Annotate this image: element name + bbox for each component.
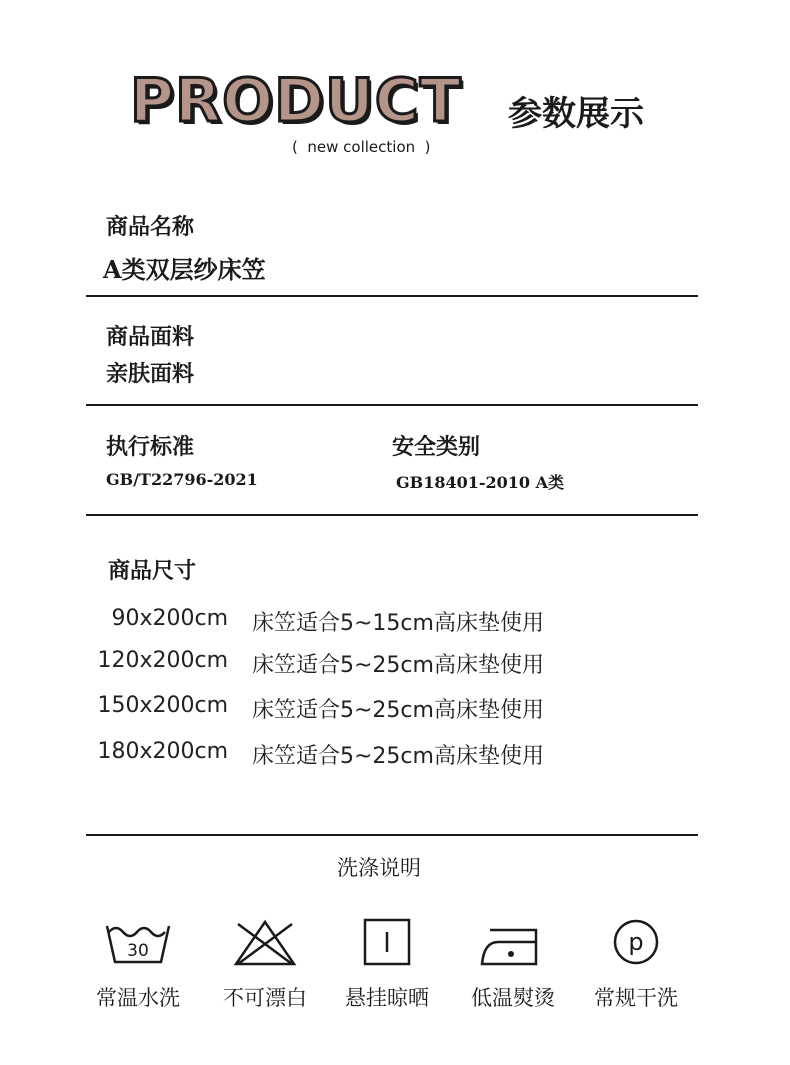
care-item: [205, 918, 325, 1012]
divider: [86, 514, 698, 516]
size-dimension: 180x200cm: [97, 739, 228, 764]
care-title: 洗涤说明: [337, 856, 421, 880]
wash-30-icon: [103, 918, 173, 966]
fabric-value: 亲肤面料: [106, 361, 195, 387]
care-item: [78, 918, 198, 1012]
wash-temperature: 30: [127, 941, 149, 961]
divider: [86, 404, 698, 406]
care-item: [327, 918, 447, 1012]
no-bleach-icon: [230, 918, 300, 966]
divider: [86, 834, 698, 836]
care-item: [453, 918, 573, 1012]
product-name-label: 商品名称: [106, 214, 195, 240]
header-title: 参数展示: [508, 94, 644, 134]
care-label: 悬挂晾晒: [345, 986, 429, 1010]
standard-label: 执行标准: [106, 434, 195, 460]
size-row: [0, 693, 790, 721]
size-dimension: 90x200cm: [111, 606, 228, 631]
low-iron-icon: [478, 918, 548, 966]
subtitle: ( new collection ): [292, 138, 431, 156]
fabric-label: 商品面料: [106, 324, 195, 350]
size-description: 床笠适合5~15cm高床垫使用: [252, 611, 544, 636]
care-label: 不可漂白: [223, 986, 307, 1010]
care-label: 常温水洗: [96, 986, 180, 1010]
size-dimension: 120x200cm: [97, 648, 228, 673]
size-description: 床笠适合5~25cm高床垫使用: [252, 698, 544, 723]
size-description: 床笠适合5~25cm高床垫使用: [252, 744, 544, 769]
sizes-label: 商品尺寸: [108, 558, 197, 584]
size-dimension: 150x200cm: [97, 693, 228, 718]
size-row: [0, 606, 790, 634]
standard-value: GB/T22796-2021: [106, 470, 258, 489]
size-row: [0, 739, 790, 767]
product-name-value: A类双层纱床笠: [103, 255, 266, 284]
dry-clean-letter: p: [628, 928, 644, 956]
care-label: 常规干洗: [594, 986, 678, 1010]
safety-value: GB18401-2010 A类: [396, 473, 565, 492]
size-description: 床笠适合5~25cm高床垫使用: [252, 653, 544, 678]
dry-clean-p-icon: [601, 918, 671, 966]
care-item: [576, 918, 696, 1012]
care-label: 低温熨烫: [471, 986, 555, 1010]
product-logo: PRODUCT: [130, 66, 462, 136]
safety-label: 安全类别: [392, 434, 481, 460]
hang-dry-icon: [352, 918, 422, 966]
divider: [86, 295, 698, 297]
size-row: [0, 648, 790, 676]
